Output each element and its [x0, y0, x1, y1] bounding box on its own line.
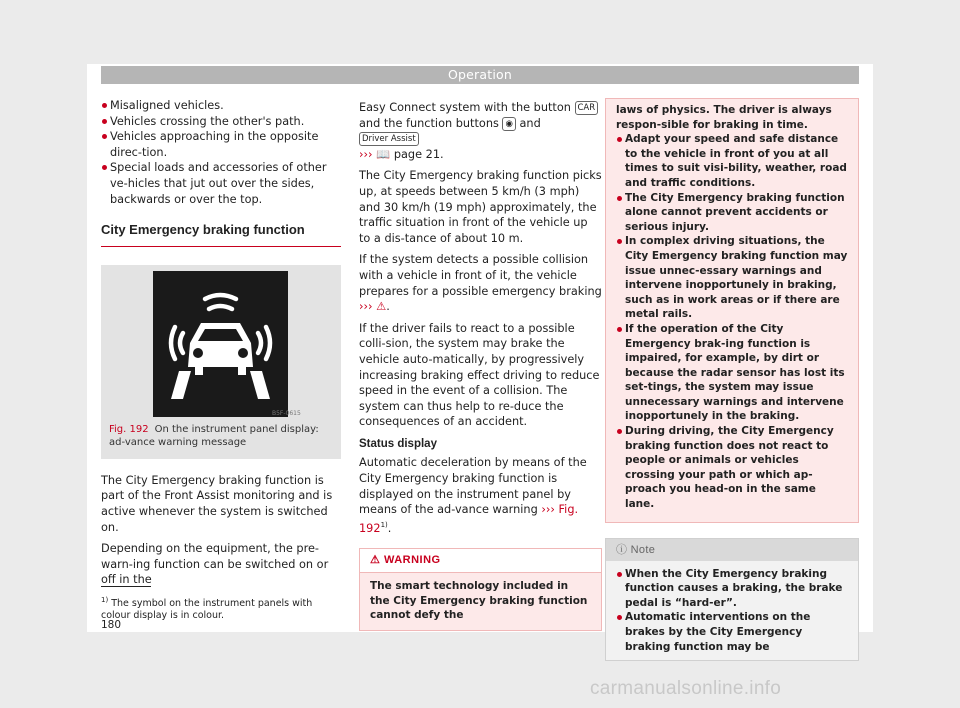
footnote-mark: 1)	[101, 596, 109, 604]
paragraph: The City Emergency braking function picks up, at speeds between 5 km/h (3 mph) and 30 km/h (19 mph) approximately, the traffic situation in front of the vehicle up to a dis-tance of about 10 m.	[359, 169, 602, 245]
footnote-marker: 1)	[380, 520, 388, 529]
instrument-display	[153, 271, 288, 417]
footnote-text: The symbol on the instrument panels with colour display is in colour.	[101, 598, 313, 622]
paragraph: Depending on the equipment, the pre-warn-ing function can be switched on or off in the	[101, 542, 329, 587]
page-number: 180	[101, 619, 122, 631]
note-box	[605, 538, 859, 662]
figure-number: Fig. 192	[109, 423, 149, 435]
warning-intro: laws of physics. The driver is always respon-sible for braking in time.	[616, 104, 832, 131]
list-item: Adapt your speed and safe distance to the vehicle in front of you at all times to suit visi-bility, weather, road and traffic conditions.	[616, 132, 848, 190]
warning-box-continued	[605, 98, 859, 523]
paragraph-text: Automatic deceleration by means of the City Emergency braking function is displayed on the instrument panel by means of the ad-vance warning	[359, 456, 587, 517]
warning-label: WARNING	[383, 554, 441, 567]
car-button: CAR	[575, 101, 599, 115]
paragraph-text: If the system detects a possible collision with a vehicle in front of it, the vehicle prepares for a possible emergency braking	[359, 253, 602, 298]
figure-reference[interactable]: Fig. 192	[359, 503, 579, 535]
figure-code: B5F-0615	[272, 409, 301, 417]
paragraph: If the driver fails to react to a possible colli-sion, the system may brake the vehicle auto-matically, by progressively increasing braking effect driving to reduce speed in the event of a collision. The system can thus help to re-duce the consequences of an accident.	[359, 321, 600, 429]
warning-box	[359, 548, 602, 631]
bullet-list	[101, 98, 341, 207]
section-title: City Emergency braking function	[101, 222, 341, 247]
figure	[101, 265, 341, 459]
assist-icon-button: ◉	[502, 117, 515, 131]
column-middle	[359, 100, 602, 631]
paragraph: The City Emergency braking function is part of the Front Assist monitoring and is active whenever the system is switched on.	[101, 473, 333, 534]
collision-warning-icon	[153, 271, 288, 417]
list-item: Vehicles crossing the other's path.	[101, 114, 341, 130]
header-title: Operation	[447, 67, 512, 82]
status-display-heading: Status display	[359, 437, 437, 450]
watermark: carmanualsonline.info	[590, 678, 782, 699]
note-label: Note	[630, 543, 656, 556]
page-reference[interactable]: page 21	[393, 147, 441, 161]
paragraph: If the system detects a possible collision with a vehicle in front of it, the vehicle prepares for a possible emergency braking ››› ⚠.	[359, 253, 602, 314]
footnote-divider	[101, 586, 151, 587]
book-icon: 📖	[376, 147, 391, 161]
figure-caption	[101, 417, 341, 449]
list-item: Misaligned vehicles.	[101, 98, 341, 114]
list-item: When the City Emergency braking function causes a braking, the brake pedal is “hard-er”.	[616, 567, 848, 611]
paragraph: Easy Connect system with the button CAR and the function buttons ◉ and Driver Assist ››› 📖 page 21.	[359, 100, 602, 162]
and-text: and	[359, 116, 381, 130]
driver-assist-button: Driver Assist	[359, 132, 419, 146]
note-header	[606, 539, 858, 561]
column-right	[605, 98, 859, 661]
footnote	[101, 594, 341, 622]
list-item: Automatic interventions on the brakes by the City Emergency braking function may be	[616, 610, 848, 654]
list-item: Special loads and accessories of other ve-hicles that jut out over the sides, backwards or over the top.	[101, 160, 341, 207]
note-bullets	[616, 567, 848, 655]
intro-text: Easy Connect system with the button	[359, 101, 571, 114]
and-text: and	[519, 116, 541, 130]
list-item: In complex driving situations, the City Emergency braking function may issue unnec-essary warnings and intervene inopportunely in braking, such as in work areas or if there are metal rails.	[616, 234, 848, 322]
note-body	[606, 561, 858, 661]
arrows-icon: ›››	[359, 147, 373, 161]
page-header	[101, 66, 859, 84]
list-item: The City Emergency braking function alone cannot prevent accidents or serious injury.	[616, 191, 848, 235]
arrows-icon: ›››	[541, 503, 555, 517]
warning-triangle-icon: ⚠	[376, 300, 387, 314]
figure-caption-text: On the instrument panel display: ad-vance warning message	[109, 423, 319, 448]
figure-image	[101, 265, 341, 417]
warning-header	[360, 549, 601, 573]
list-item: If the operation of the City Emergency brak-ing function is impaired, for example, by dirt or because the radar sensor has lost its set-tings, the system may issue unnecessary warnings and intervene inopportunely in the braking.	[616, 322, 848, 424]
arrows-icon: ›››	[359, 300, 373, 314]
warning-bullets	[616, 132, 848, 511]
paragraph: Automatic deceleration by means of the City Emergency braking function is displayed on the instrument panel by means of the ad-vance warning ››› Fig. 192$^{1)}$.	[359, 456, 587, 535]
info-icon: ⓘ	[616, 543, 628, 556]
column-left	[101, 98, 341, 588]
intro-text: the function buttons	[383, 116, 499, 130]
warning-triangle-icon: ⚠	[370, 554, 381, 567]
list-item: During driving, the City Emergency braking function does not react to people or animals or vehicles crossing your path or which ap-proach you head-on in the same lane.	[616, 424, 848, 512]
list-item: Vehicles approaching in the opposite direc-tion.	[101, 129, 341, 160]
warning-text: The smart technology included in the City Emergency braking function cannot defy the	[370, 580, 588, 622]
